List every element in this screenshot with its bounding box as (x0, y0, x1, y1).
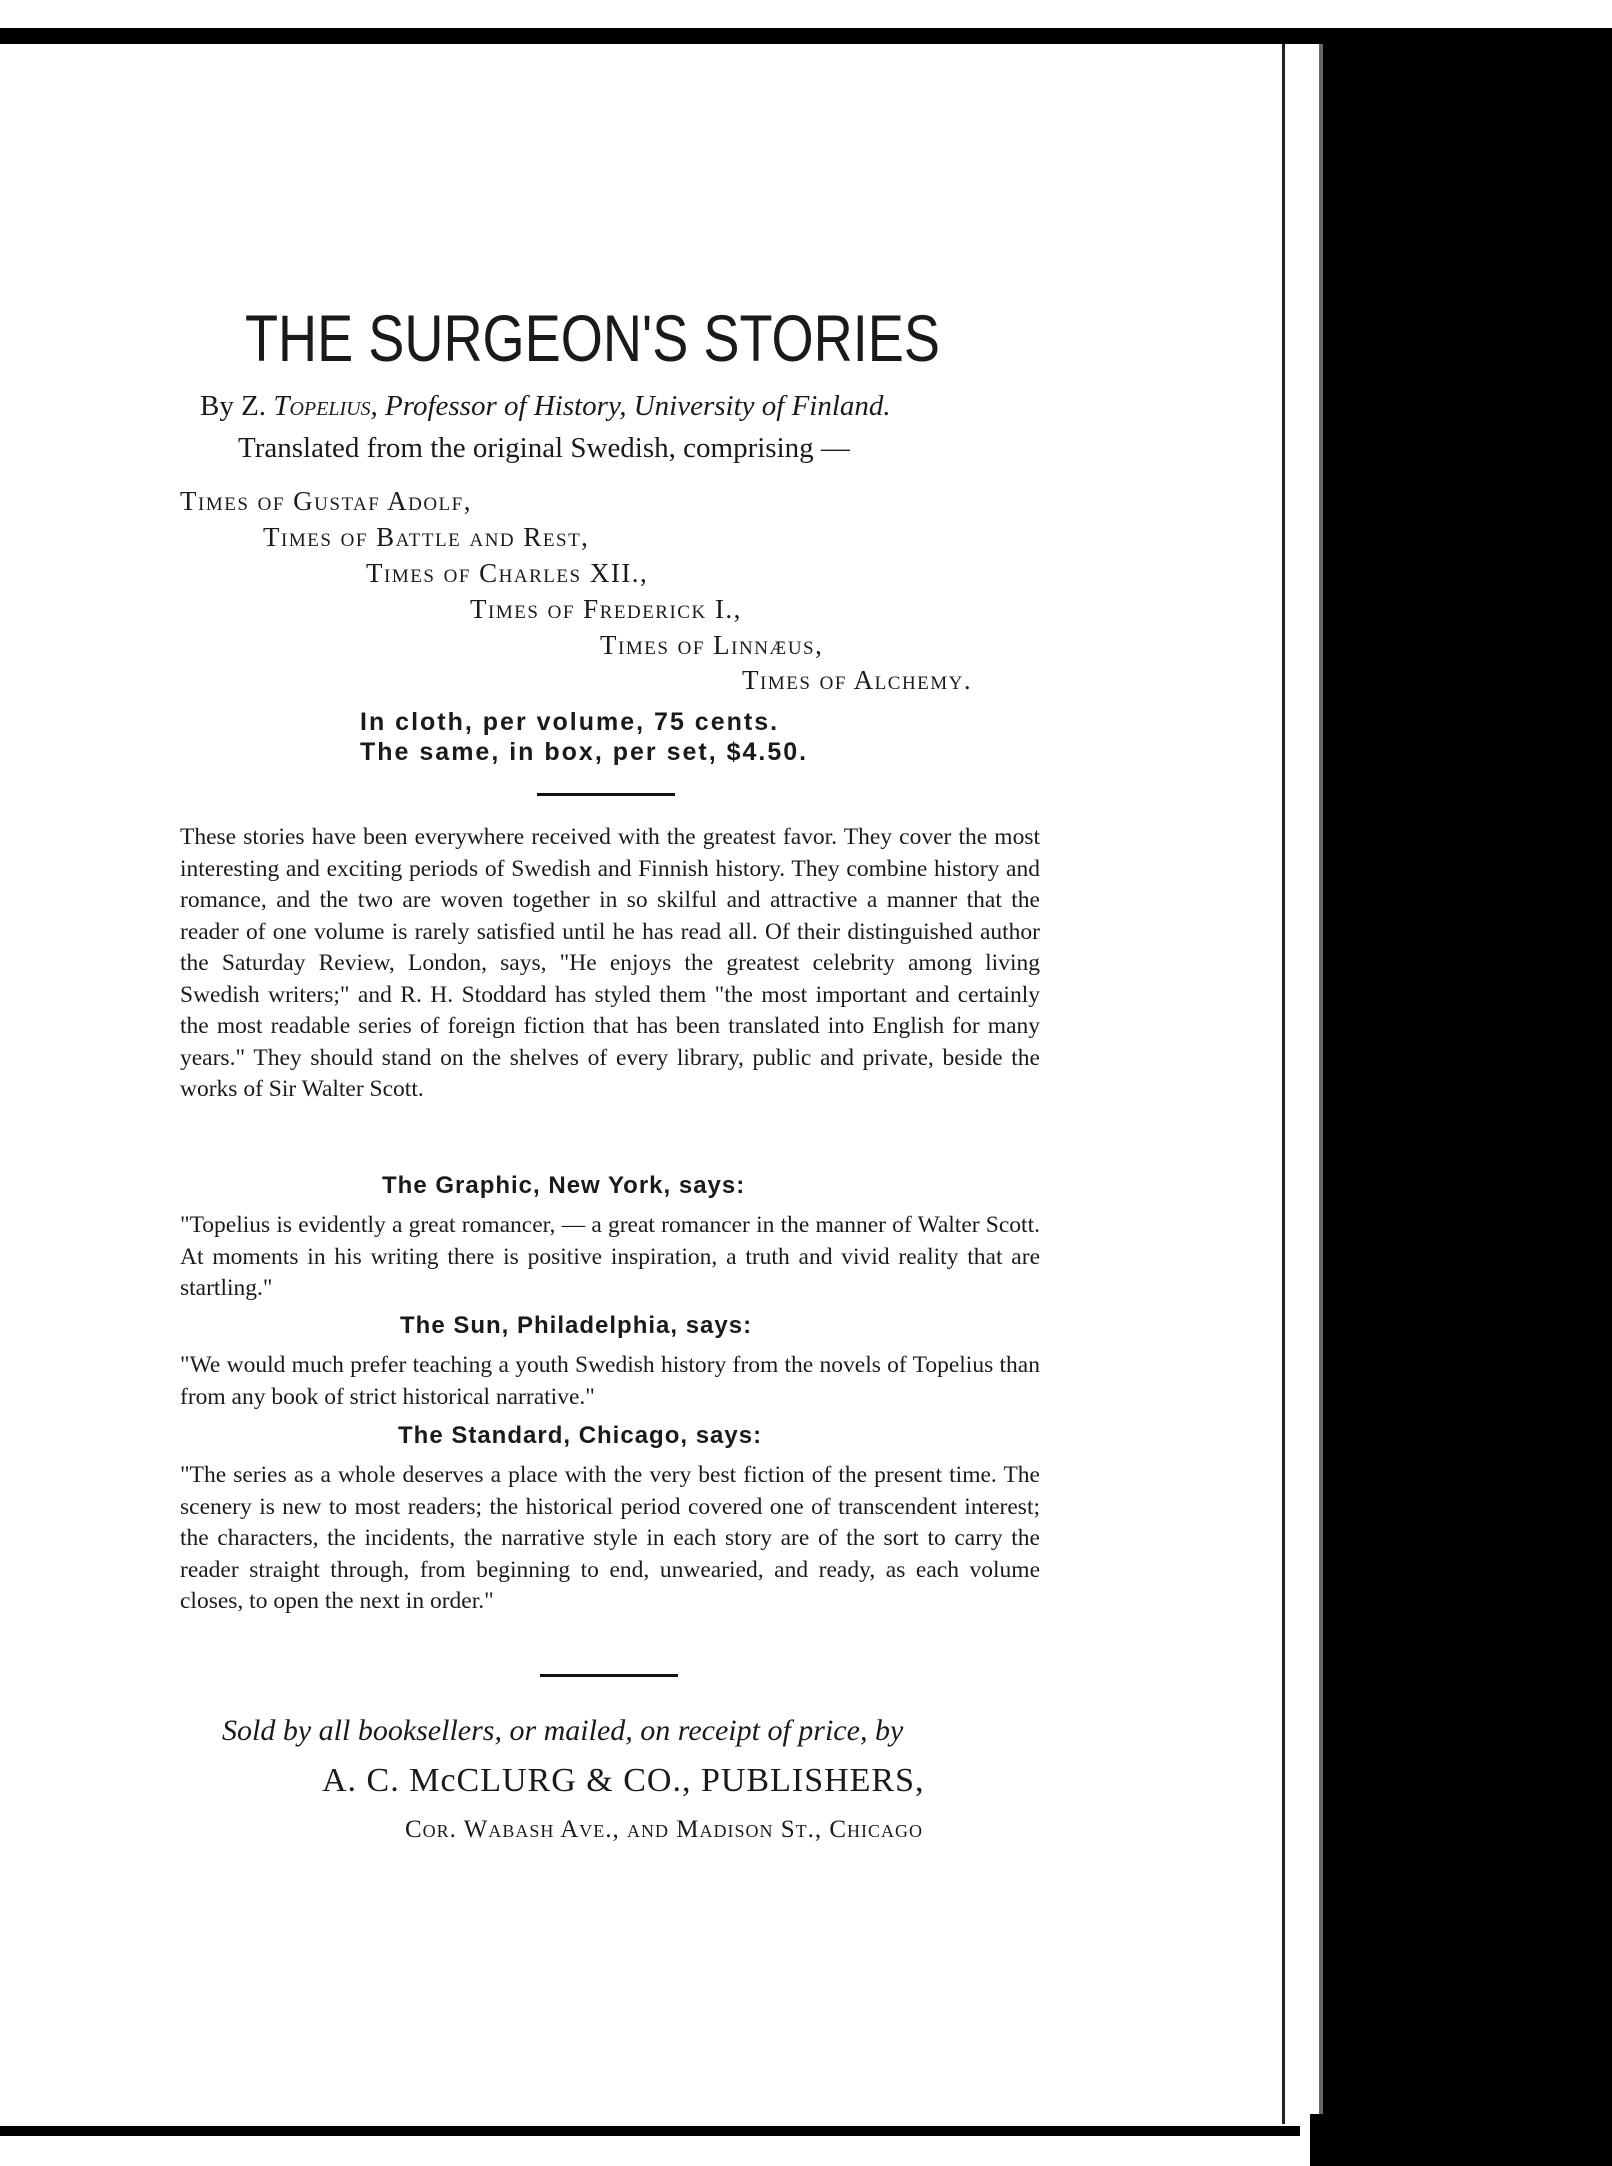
volume-title: Times of Gustaf Adolf, (180, 486, 472, 516)
review-source-sun: The Sun, Philadelphia, says: (400, 1312, 753, 1339)
price-per-volume: In cloth, per volume, 75 cents. (360, 708, 780, 736)
publisher-name: A. C. McCLURG & CO., PUBLISHERS, (322, 1762, 925, 1799)
volume-title: Times of Frederick I., (470, 594, 742, 624)
scan-edge-line (1282, 44, 1285, 2124)
price-per-set: The same, in box, per set, $4.50. (360, 738, 809, 766)
top-border-rule (0, 28, 1310, 44)
volume-title: Times of Battle and Rest, (263, 522, 590, 552)
volume-title: Times of Linnæus, (600, 630, 824, 660)
author-name: Topelius, (273, 390, 378, 422)
scan-edge-shadow (1310, 28, 1612, 2166)
divider-rule (537, 793, 675, 796)
review-source-standard: The Standard, Chicago, says: (398, 1422, 763, 1449)
page-title: THE SURGEON'S STORIES (245, 301, 940, 375)
author-by: By Z. (200, 390, 267, 422)
publisher-address: Cor. Wabash Ave., and Madison St., Chicago (405, 1816, 924, 1843)
translation-note: Translated from the original Swedish, comprising — (238, 432, 850, 464)
divider-rule (540, 1674, 678, 1677)
bottom-border-rule (0, 2126, 1300, 2136)
review-quote-sun: "We would much prefer teaching a youth Swedish history from the novels of Topelius than from any book of strict historical narrative." (180, 1352, 1040, 1410)
author-role: Professor of History, University of Finland. (385, 390, 891, 422)
volume-title: Times of Charles XII., (366, 558, 649, 588)
review-quote-standard: "The series as a whole deserves a place with the very best fiction of the present time. The scenery is new to most readers; the historical period covered one of transcendent interest; the characters, the incidents, the narrative style in each story are of the sort to carry the reader straight through, from beginning to end, unwearied, and ready, as each volume closes, to open the next in order." (180, 1462, 1040, 1614)
scan-edge-strip (1295, 44, 1323, 2114)
author-line (200, 390, 891, 423)
description-paragraph: These stories have been everywhere received with the greatest favor. They cover the most interesting and exciting periods of Swedish and Finnish history. They combine history and romance, and the two are woven together in so skilful and attractive a manner that the reader of one volume is rarely satisfied until he has read all. Of their distinguished author the Saturday Review, London, says, "He enjoys the greatest celebrity among living Swedish writers;" and R. H. Stoddard has styled them "the most important and certainly the most readable series of foreign fiction that has been translated into English for many years." They should stand on the shelves of every library, public and private, beside the works of Sir Walter Scott. (180, 824, 1040, 1102)
sales-note: Sold by all booksellers, or mailed, on receipt of price, by (222, 1714, 904, 1747)
volume-title: Times of Alchemy. (742, 665, 973, 695)
review-source-graphic: The Graphic, New York, says: (382, 1172, 746, 1199)
review-quote-graphic: "Topelius is evidently a great romancer, — a great romancer in the manner of Walter Scott. At moments in his writing there is positive inspiration, a truth and vivid reality that are startling." (180, 1212, 1040, 1301)
